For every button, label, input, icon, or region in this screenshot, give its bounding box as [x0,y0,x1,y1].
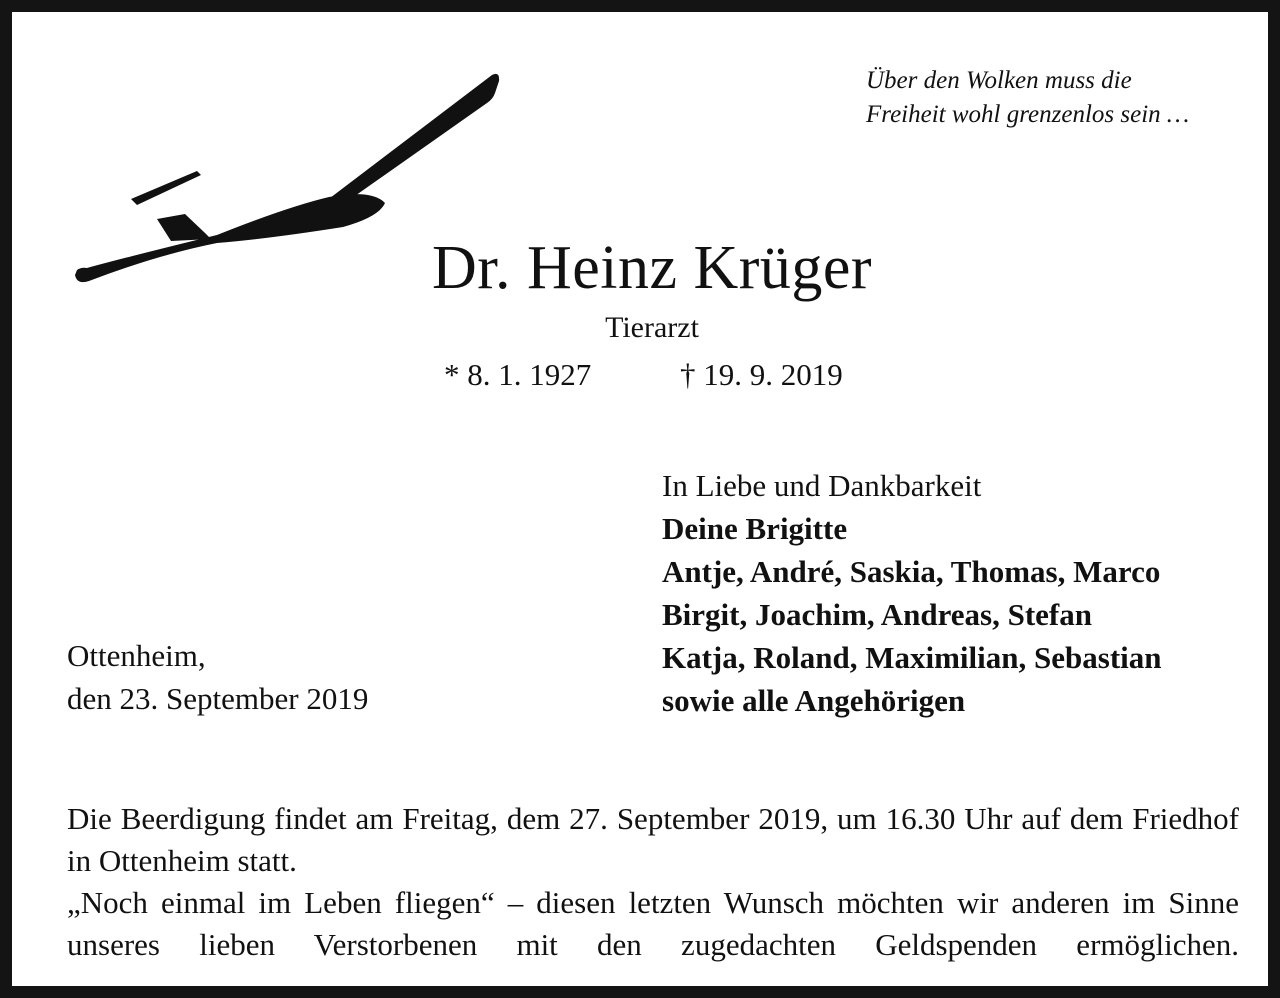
death-date: † 19. 9. 2019 [680,357,843,392]
motto-quote [866,64,1189,132]
place-date [67,634,368,720]
mourners-block [662,464,1162,722]
mourners-line: Antje, André, Saskia, Thomas, Marco [662,554,1161,589]
deceased-profession: Tierarzt [605,311,699,344]
funeral-details: Die Beerdigung findet am Freitag, dem 27. September 2019, um 16.30 Uhr auf dem Friedhof in Ottenheim statt. [67,801,1239,878]
date: den 23. September 2019 [67,681,369,716]
mourners-line: Katja, Roland, Maximilian, Sebastian [662,640,1162,675]
motto-line-2: Freiheit wohl grenzenlos sein … [866,101,1190,128]
mourners-intro: In Liebe und Dankbarkeit [662,468,982,503]
mourners-line: Birgit, Joachim, Andreas, Stefan [662,597,1092,632]
place: Ottenheim, [67,638,206,673]
deceased-name: Dr. Heinz Krüger [431,234,873,302]
motto-line-1: Über den Wolken muss die [866,67,1132,94]
birth-date: * 8. 1. 1927 [444,357,592,392]
mourners-line: Deine Brigitte [662,511,848,546]
funeral-notice [67,798,1239,966]
donation-request: „Noch einmal im Leben fliegen“ – diesen letzten Wunsch möchten wir anderen im Sinne unseres lieben Verstorbenen mit den zugedachten Geldspenden ermöglichen. [67,885,1239,962]
mourners-line: sowie alle Angehörigen [662,683,966,718]
